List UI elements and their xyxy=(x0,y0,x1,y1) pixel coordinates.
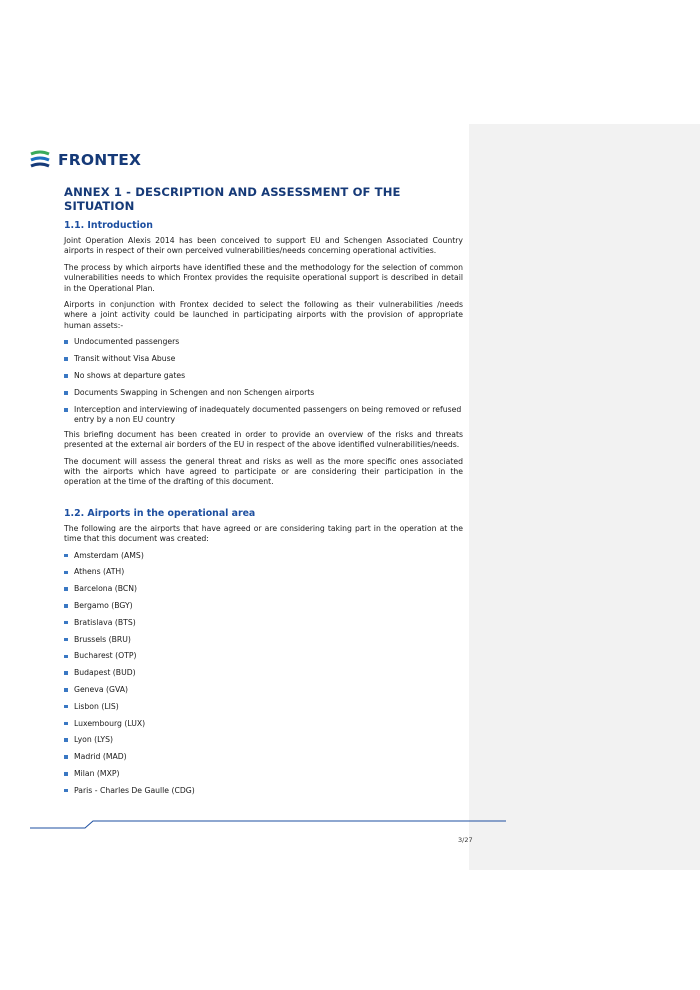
bullet-icon xyxy=(64,755,68,759)
list-item: Amsterdam (AMS) xyxy=(64,551,463,561)
intro-paragraph-1: Joint Operation Alexis 2014 has been conceived to support EU and Schengen Associated Country airports in respect of their own perceived vulnerabilities/needs concerning operational activities. xyxy=(64,236,463,256)
bullet-icon xyxy=(64,571,68,575)
bullet-icon xyxy=(64,638,68,642)
bullet-icon xyxy=(64,772,68,776)
assessment-paragraph: The document will assess the general threat and risks as well as the more specific ones associated with the airports which have agreed to participate or are considering their participation in the operation at the time of the drafting of this document. xyxy=(64,456,463,487)
bullet-icon xyxy=(64,374,68,378)
list-item: Luxembourg (LUX) xyxy=(64,719,463,729)
list-item: Interception and interviewing of inadequately documented passengers on being removed or refused entry by a non EU country xyxy=(64,405,463,426)
list-item: Lyon (LYS) xyxy=(64,735,463,745)
frontex-logo xyxy=(29,148,141,172)
list-item: Budapest (BUD) xyxy=(64,668,463,678)
list-item: Paris - Charles De Gaulle (CDG) xyxy=(64,786,463,796)
list-item: No shows at departure gates xyxy=(64,371,463,381)
bullet-icon xyxy=(64,408,68,412)
vulnerabilities-list xyxy=(64,337,463,425)
intro-paragraph-2: The process by which airports have identified these and the methodology for the selection of common vulnerabilities needs to which Frontex provides the requisite operational support is described in detail in the Operational Plan. xyxy=(64,262,463,293)
main-content xyxy=(64,185,463,802)
bullet-icon xyxy=(64,705,68,709)
section-heading-airports: 1.2. Airports in the operational area xyxy=(64,507,256,519)
overview-paragraph: This briefing document has been created in order to provide an overview of the risks and threats presented at the external air borders of the EU in respect of the above identified vulnerabilities/needs. xyxy=(64,429,463,450)
footer-rule xyxy=(30,819,506,831)
annex-title: ANNEX 1 - DESCRIPTION AND ASSESSMENT OF THE SITUATION xyxy=(64,185,401,213)
list-item: Athens (ATH) xyxy=(64,567,463,577)
bullet-icon xyxy=(64,789,68,793)
bullet-icon xyxy=(64,722,68,726)
airports-list xyxy=(64,551,463,797)
section-heading-introduction: 1.1. Introduction xyxy=(64,220,153,231)
bullet-icon xyxy=(64,357,68,361)
intro-paragraph-3: Airports in conjunction with Frontex decided to select the following as their vulnerabilities /needs where a joint activity could be launched in participating airports with the provision of appropriate human assets:- xyxy=(64,300,463,330)
list-item: Milan (MXP) xyxy=(64,769,463,779)
list-item: Bucharest (OTP) xyxy=(64,651,463,661)
bullet-icon xyxy=(64,587,68,591)
list-item: Madrid (MAD) xyxy=(64,752,463,762)
list-item: Transit without Visa Abuse xyxy=(64,354,463,364)
list-item: Bergamo (BGY) xyxy=(64,601,463,611)
bullet-icon xyxy=(64,738,68,742)
list-item: Undocumented passengers xyxy=(64,337,463,347)
list-item: Geneva (GVA) xyxy=(64,685,463,695)
list-item: Documents Swapping in Schengen and non Schengen airports xyxy=(64,388,463,398)
logo-wordmark: FRONTEX xyxy=(58,151,142,169)
airports-intro-paragraph: The following are the airports that have agreed or are considering taking part in the operation at the time that this document was created: xyxy=(64,523,463,544)
list-item: Lisbon (LIS) xyxy=(64,702,463,712)
bullet-icon xyxy=(64,554,68,558)
bullet-icon xyxy=(64,621,68,625)
list-item: Bratislava (BTS) xyxy=(64,618,463,628)
bullet-icon xyxy=(64,340,68,344)
bullet-icon xyxy=(64,671,68,675)
bullet-icon xyxy=(64,604,68,608)
bullet-icon xyxy=(64,688,68,692)
page-number: 3/27 xyxy=(458,836,473,844)
bullet-icon xyxy=(64,391,68,395)
bullet-icon xyxy=(64,655,68,659)
frontex-logo-icon xyxy=(29,149,51,171)
list-item: Brussels (BRU) xyxy=(64,635,463,645)
comment-margin-panel xyxy=(469,124,700,870)
list-item: Barcelona (BCN) xyxy=(64,584,463,594)
